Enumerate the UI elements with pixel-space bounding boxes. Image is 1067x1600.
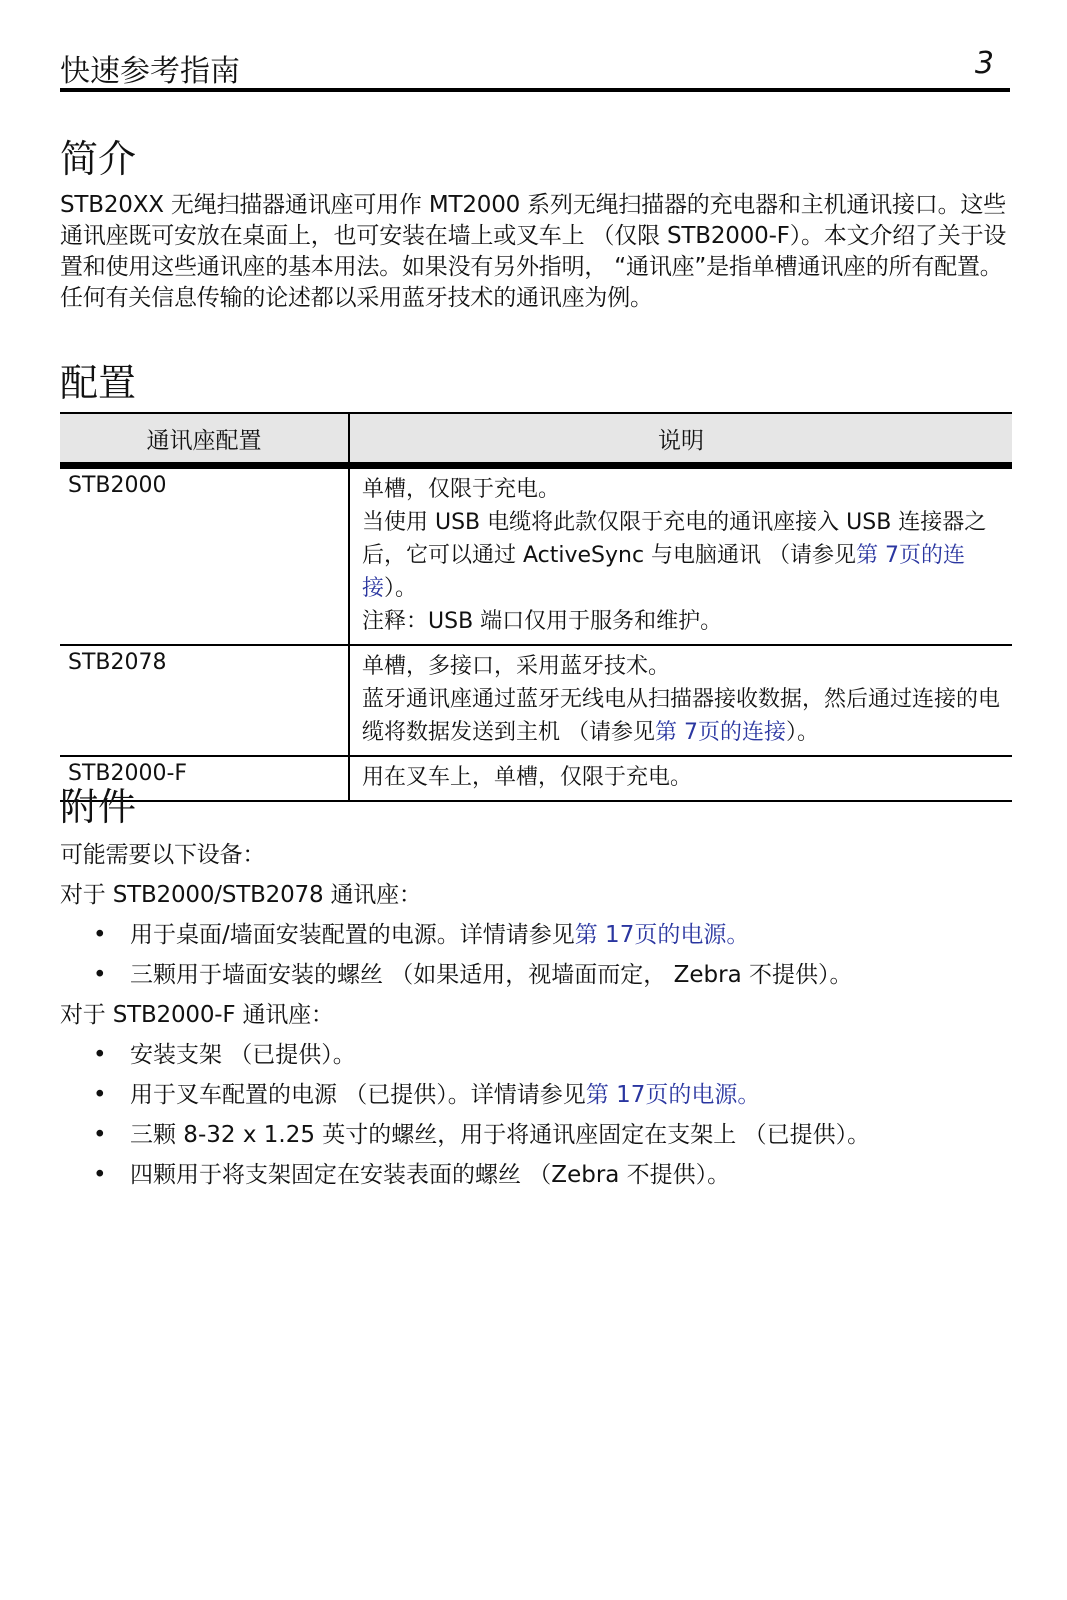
description-line: 用在叉车上，单槽，仅限于充电。 <box>362 765 693 790</box>
list-item <box>60 920 1010 951</box>
bullet-icon: • <box>93 1162 107 1188</box>
description-text: ）。 <box>786 720 820 745</box>
table-header-config: 通讯座配置 <box>60 413 349 466</box>
item-text: 四颗用于将支架固定在安装表面的螺丝 （Zebra 不提供）。 <box>130 1162 731 1188</box>
page-number: 3 <box>974 46 994 81</box>
accessories-intro: 可能需要以下设备： <box>60 842 266 868</box>
accessories-heading: 附件 <box>60 785 137 829</box>
intro-heading: 简介 <box>60 137 137 181</box>
intro-paragraph: STB20XX 无绳扫描器通讯座可用作 MT2000 系列无绳扫描器的充电器和主机通讯接口。这些通讯座既可安放在桌面上，也可安装在墙上或叉车上 （仅限 STB2000-F）。本文介绍了关于设置和使用这些通讯座的基本用法。如果没有另外指明， “通讯座”是指单槽通讯座的所有配置。任何有关信息传输的论述都以采用蓝牙技术的通讯座为例。 <box>60 192 1007 311</box>
cradle-description <box>349 466 1012 646</box>
bullet-icon: • <box>93 1122 107 1148</box>
config-heading: 配置 <box>60 361 137 405</box>
table-header-row <box>60 413 1012 466</box>
item-text: 三颗 8-32 x 1.25 英寸的螺丝，用于将通讯座固定在支架上 （已提供）。 <box>130 1122 871 1148</box>
item-text: 安装支架 （已提供）。 <box>130 1042 356 1068</box>
list-item <box>60 960 1010 991</box>
power-supply-link[interactable]: 第 17页的电源 <box>585 1082 738 1108</box>
item-text: 三颗用于墙面安装的螺丝 （如果适用，视墙面而定， Zebra 不提供）。 <box>130 962 853 988</box>
group-label: 对于 STB2000/STB2078 通讯座： <box>60 882 422 908</box>
accessories-section <box>60 786 1010 1200</box>
header-title: 快速参考指南 <box>60 54 240 89</box>
description-line <box>362 506 1000 605</box>
cradle-name: STB2000-F <box>60 756 349 801</box>
group-label: 对于 STB2000-F 通讯座： <box>60 1002 334 1028</box>
bullet-icon: • <box>93 922 107 948</box>
description-note: 注释：USB 端口仅用于服务和维护。 <box>362 609 723 634</box>
cradle-name: STB2078 <box>60 645 349 756</box>
connection-link[interactable]: 第 7页的连接 <box>362 543 966 601</box>
accessory-list <box>60 920 1010 991</box>
config-section <box>60 362 1010 404</box>
table-row <box>60 645 1012 756</box>
page-header <box>60 42 1010 92</box>
item-text: 用于桌面/墙面安装配置的电源。详情请参见 <box>130 922 575 948</box>
description-line <box>362 683 1000 749</box>
intro-section <box>60 138 1010 314</box>
item-text: 。 <box>726 922 750 948</box>
item-text: 用于叉车配置的电源 （已提供）。详情请参见 <box>130 1082 586 1108</box>
list-item <box>60 1040 1010 1071</box>
description-line: 单槽，仅限于充电。 <box>362 477 561 502</box>
accessory-list <box>60 1040 1010 1191</box>
table-header-description: 说明 <box>349 413 1012 466</box>
bullet-icon: • <box>93 1042 107 1068</box>
power-supply-link[interactable]: 第 17页的电源 <box>574 922 727 948</box>
list-item <box>60 1160 1010 1191</box>
list-item <box>60 1120 1010 1151</box>
description-text: ）。 <box>384 576 418 601</box>
connection-link[interactable]: 第 7页的连接 <box>655 720 786 745</box>
bullet-icon: • <box>93 1082 107 1108</box>
list-item <box>60 1080 1010 1111</box>
bullet-icon: • <box>93 962 107 988</box>
config-table <box>60 412 1012 802</box>
item-text: 。 <box>737 1082 761 1108</box>
description-text: 当使用 USB 电缆将此款仅限于充电的通讯座接入 USB 连接器之后，它可以通过 ActiveSync 与电脑通讯 （请参见 <box>362 510 987 568</box>
table-row <box>60 466 1012 646</box>
cradle-description <box>349 645 1012 756</box>
description-text: 蓝牙通讯座通过蓝牙无线电从扫描器接收数据，然后通过连接的电缆将数据发送到主机 （请参见 <box>362 687 1001 745</box>
description-line: 单槽，多接口，采用蓝牙技术。 <box>362 654 671 679</box>
cradle-name: STB2000 <box>60 466 349 646</box>
